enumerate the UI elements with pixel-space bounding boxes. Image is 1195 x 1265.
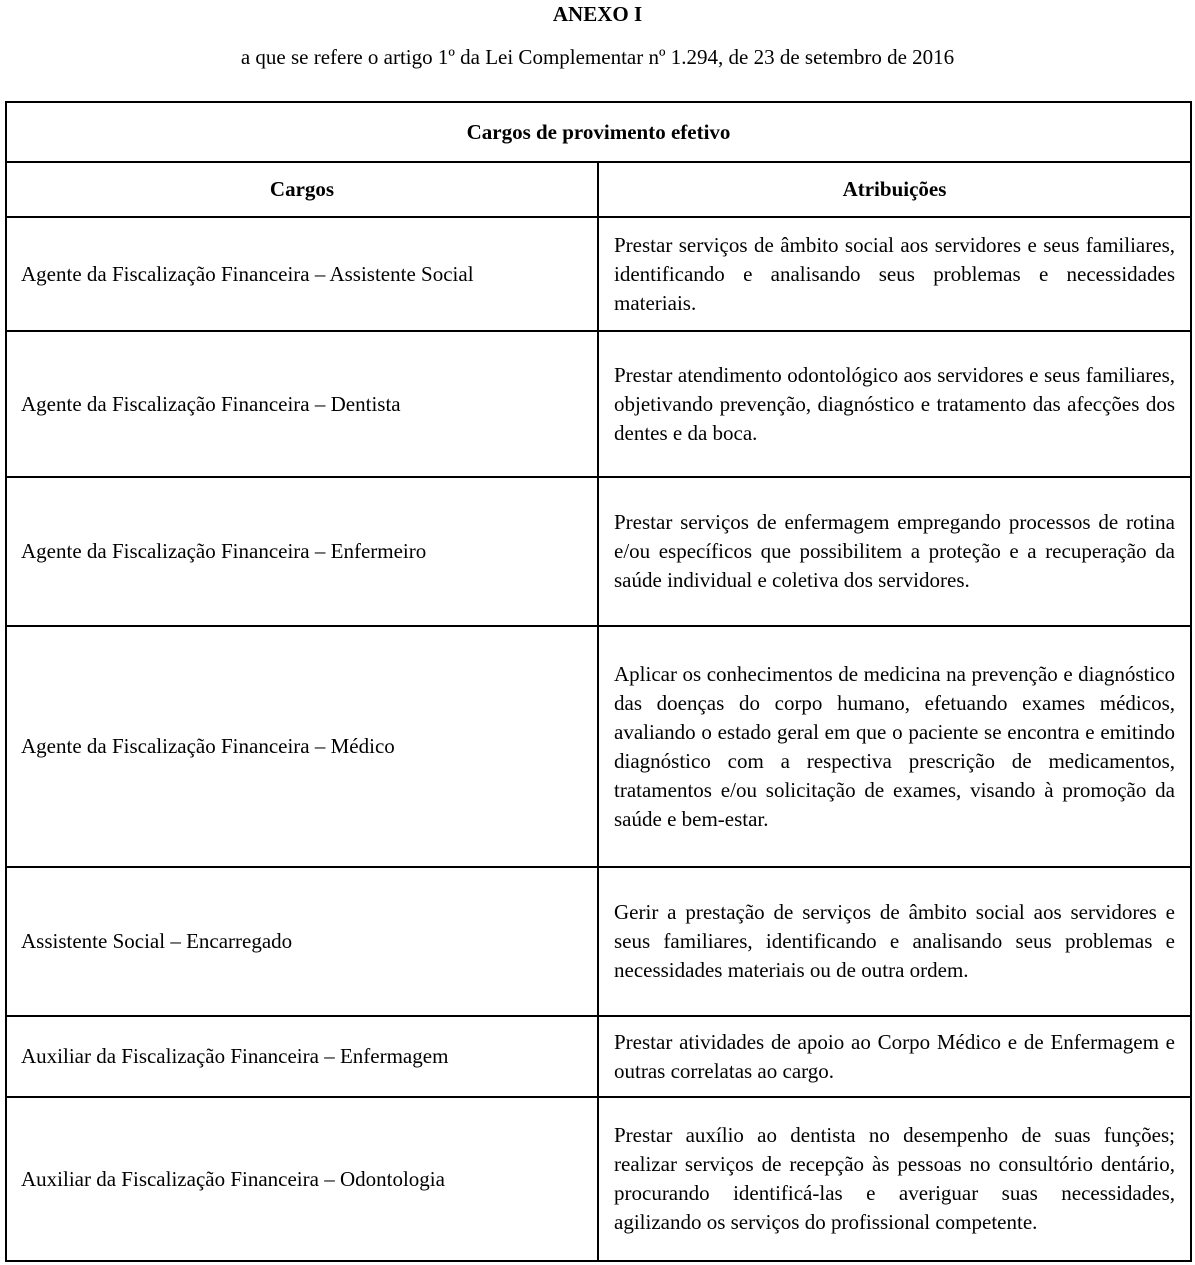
table-caption-row [6,102,1191,162]
cargo-cell: Agente da Fiscalização Financeira – Enfermeiro [6,477,598,626]
document-subtitle: a que se refere o artigo 1º da Lei Complementar nº 1.294, de 23 de setembro de 2016 [240,45,955,69]
cargo-cell: Agente da Fiscalização Financeira – Assistente Social [6,217,598,331]
table-caption: Cargos de provimento efetivo [6,102,1191,162]
cargo-cell: Agente da Fiscalização Financeira – Médico [6,626,598,867]
atribuicao-cell: Prestar auxílio ao dentista no desempenho de suas funções; realizar serviços de recepção às pessoas no consultório dentário, procurando identificá-las e averiguar suas necessidades, agilizando os serviços do profissional competente. [598,1097,1191,1261]
column-header-atribuicoes: Atribuições [598,162,1191,217]
atribuicao-cell: Aplicar os conhecimentos de medicina na prevenção e diagnóstico das doenças do corpo humano, efetuando exames médicos, avaliando o estado geral em que o paciente se encontra e emitindo diagnóstico com a respectiva prescrição de medicamentos, tratamentos e/ou solicitação de exames, visando à promoção da saúde e bem-estar. [598,626,1191,867]
table-row [6,626,1191,867]
table-row [6,1097,1191,1261]
atribuicao-cell: Gerir a prestação de serviços de âmbito social aos servidores e seus familiares, identificando e analisando seus problemas e necessidades materiais ou de outra ordem. [598,867,1191,1016]
cargo-cell: Auxiliar da Fiscalização Financeira – Odontologia [6,1097,598,1261]
table-row [6,1016,1191,1097]
table-row [6,477,1191,626]
table-row [6,867,1191,1016]
table-row [6,217,1191,331]
cargo-cell: Agente da Fiscalização Financeira – Dentista [6,331,598,477]
document-title: ANEXO I [552,2,643,26]
atribuicao-cell: Prestar atividades de apoio ao Corpo Médico e de Enfermagem e outras correlatas ao cargo. [598,1016,1191,1097]
table-row [6,331,1191,477]
atribuicao-cell: Prestar serviços de enfermagem empregando processos de rotina e/ou específicos que possibilitem a proteção e a recuperação da saúde individual e coletiva dos servidores. [598,477,1191,626]
atribuicao-cell: Prestar serviços de âmbito social aos servidores e seus familiares, identificando e analisando seus problemas e necessidades materiais. [598,217,1191,331]
cargo-cell: Assistente Social – Encarregado [6,867,598,1016]
document-page [0,1,1195,1265]
atribuicao-cell: Prestar atendimento odontológico aos servidores e seus familiares, objetivando prevenção, diagnóstico e tratamento das afecções dos dentes e da boca. [598,331,1191,477]
cargo-cell: Auxiliar da Fiscalização Financeira – Enfermagem [6,1016,598,1097]
cargos-table [5,101,1192,1262]
table-header-row [6,162,1191,217]
column-header-cargos: Cargos [6,162,598,217]
